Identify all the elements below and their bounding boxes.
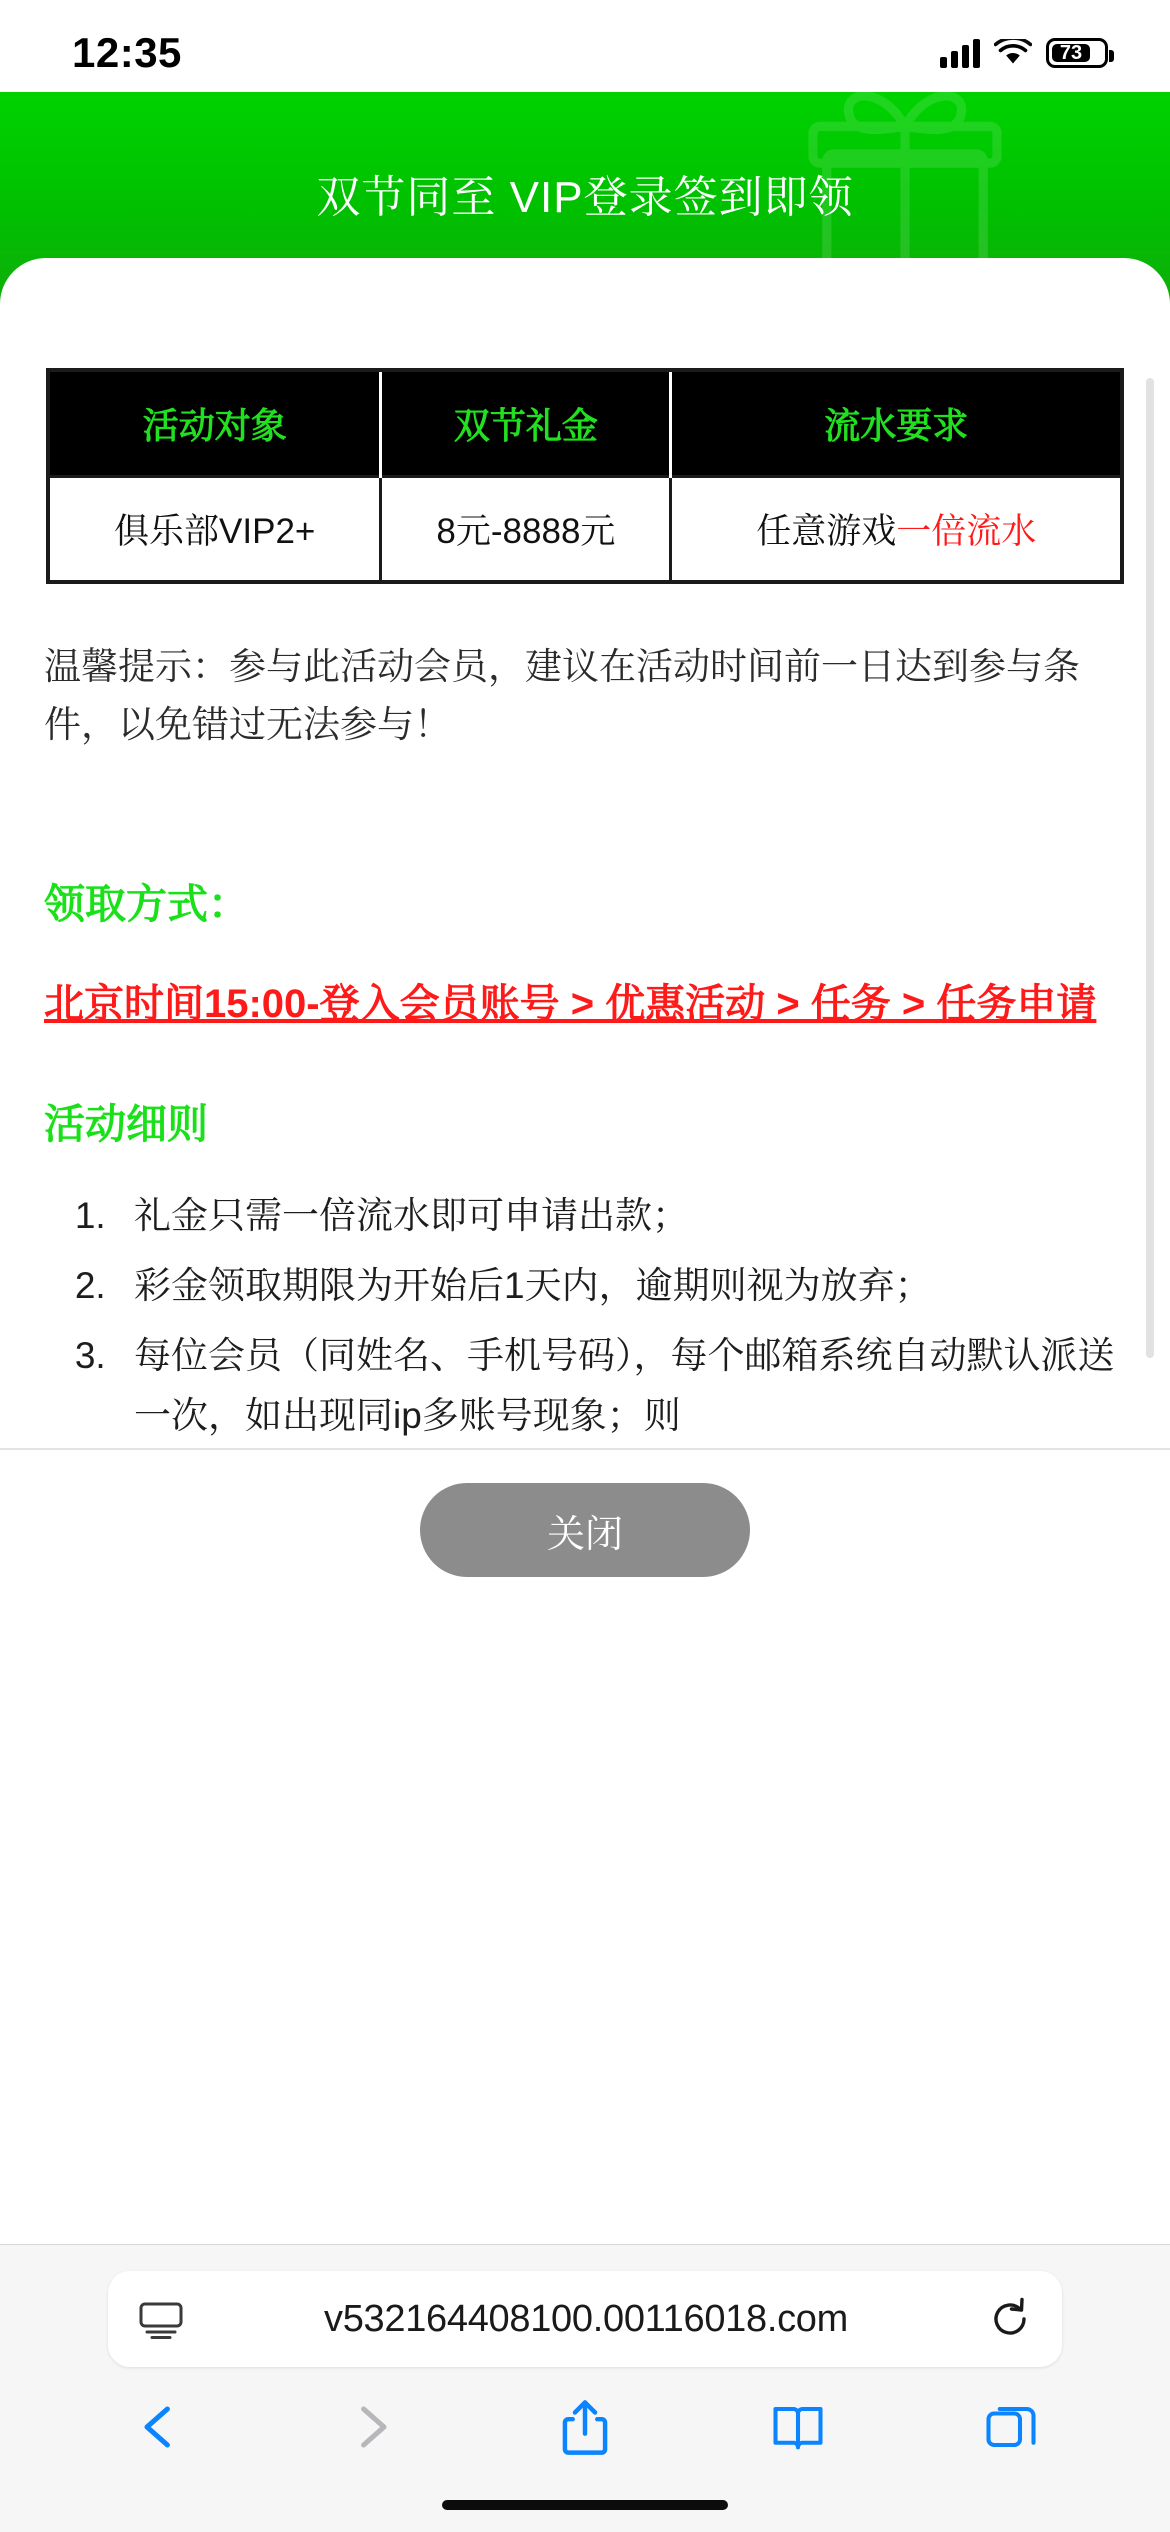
table-row (48, 477, 1122, 583)
claim-section-title: 领取方式： (44, 880, 249, 927)
turnover-highlight: 一倍流水 (896, 512, 1037, 551)
status-bar (0, 0, 1170, 92)
rules-list (116, 1186, 1126, 1446)
list-item: 1. 礼金只需一倍流水即可申请出款； (116, 1186, 1126, 1246)
status-indicators (940, 24, 1108, 68)
tabs-icon[interactable] (975, 2391, 1047, 2463)
table-cell-bonus: 8元-8888元 (381, 477, 671, 583)
rules-title: 活动细则 (44, 1100, 208, 1147)
table-cell-target: 俱乐部VIP2+ (48, 477, 381, 583)
scrollbar[interactable] (1146, 378, 1154, 1358)
table-header-target: 活动对象 (48, 370, 381, 477)
home-indicator (442, 2500, 728, 2510)
close-button[interactable]: 关闭 (420, 1483, 750, 1577)
table-header-bonus: 双节礼金 (381, 370, 671, 477)
turnover-game-text: 任意游戏 (756, 512, 897, 551)
safari-bottom-bar (0, 2244, 1170, 2532)
url-row (0, 2245, 1170, 2367)
activity-table (46, 368, 1124, 584)
page-settings-icon[interactable] (138, 2299, 184, 2339)
close-bar (0, 1448, 1170, 1610)
battery-icon (1046, 38, 1108, 68)
wifi-icon (994, 39, 1032, 67)
table-header-row (48, 370, 1122, 477)
back-icon[interactable] (123, 2391, 195, 2463)
url-text[interactable]: v532164408100.00116018.com (324, 2297, 848, 2340)
modal-title: 双节同至 VIP登录签到即领 (316, 173, 854, 222)
status-time: 12:35 (72, 29, 182, 76)
browser-toolbar (0, 2367, 1170, 2463)
table-header-turnover: 流水要求 (671, 370, 1122, 477)
list-item: 3. 每位会员（同姓名、手机号码），每个邮箱系统自动默认派送一次，如出现同ip多账号现象；则 (116, 1326, 1126, 1446)
reload-icon[interactable] (988, 2297, 1032, 2341)
address-bar[interactable] (108, 2271, 1062, 2367)
claim-path-text: 北京时间15:00-登入会员账号 > 优惠活动 > 任务 > 任务申请 (44, 981, 1097, 1026)
forward-icon[interactable] (336, 2391, 408, 2463)
modal-content (38, 258, 1132, 1448)
cellular-signal-icon (940, 38, 980, 68)
tips-text: 温馨提示：参与此活动会员，建议在活动时间前一日达到参与条件，以免错过无法参与！ (44, 646, 1080, 746)
share-icon[interactable] (549, 2391, 621, 2463)
list-item: 2. 彩金领取期限为开始后1天内，逾期则视为放弃； (116, 1256, 1126, 1316)
promotion-modal (0, 92, 1170, 1556)
bookmarks-icon[interactable] (762, 2391, 834, 2463)
modal-sheet (0, 258, 1170, 1448)
modal-header (0, 92, 1170, 304)
battery-level: 73 (1052, 44, 1090, 62)
table-cell-turnover (671, 477, 1122, 583)
